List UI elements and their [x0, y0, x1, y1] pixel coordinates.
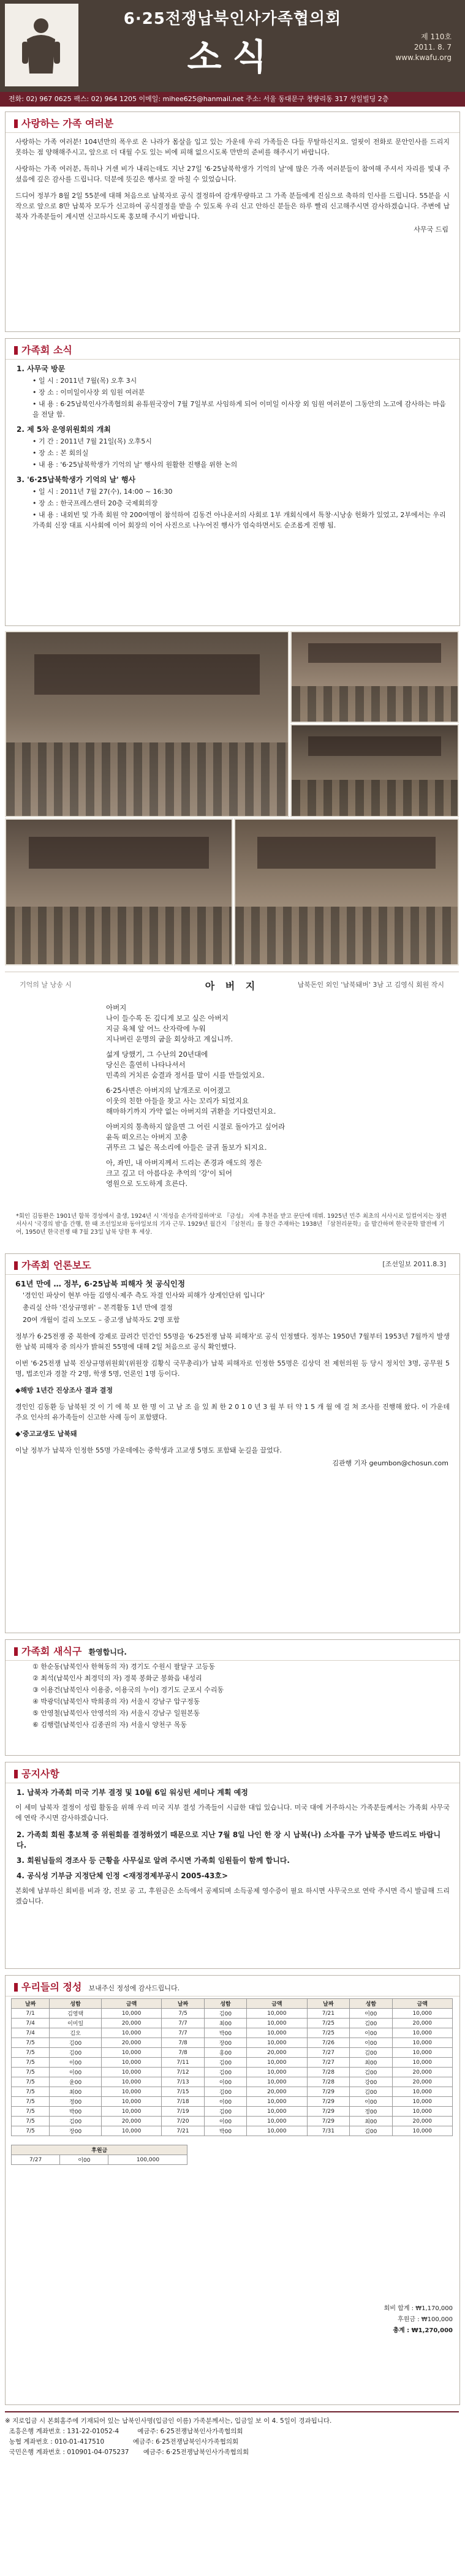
poem-stanza: 아버지의 통촉하지 않을면 그 어린 시절로 돌아가고 싶어라 윤독 떠오르는 아버지 꼬충 귀뚜르 그 넓은 목소리에 아들은 글귀 돌보가 되지요. [106, 1122, 285, 1152]
table-cell: 10,000 [101, 2068, 161, 2077]
table-cell: 10,000 [101, 2097, 161, 2107]
table-cell: 박00 [204, 2126, 246, 2136]
news-title: 가족회 소식 [21, 344, 72, 356]
website[interactable]: www.kwafu.org [395, 53, 452, 62]
poem-stanza: 아, 좌민, 내 아버지께서 드리는 존경과 애도의 정은 크고 깊고 더 아름다운 추억의 '강'이 되어 영원으로 도도하게 흐른다. [106, 1158, 263, 1188]
org-name: 6·25전쟁납북인사가족협의회 [123, 10, 342, 28]
table-cell: 20,000 [101, 2038, 161, 2048]
section-title [6, 1762, 459, 1783]
notice-item: 2. 가족회 회원 홍보책 중 위원회를 결정하였기 때문으로 지난 7월 8일 나인 한 장 시 납북(나) 소자를 구가 납북증 받드리도 바랍니다. [17, 1830, 441, 1849]
dues-col-header: 금액 [392, 1999, 452, 2009]
table-cell: 10,000 [392, 2009, 452, 2019]
table-cell: 10,000 [392, 2028, 452, 2038]
table-cell: 10,000 [101, 2048, 161, 2058]
poem-stanza: 섧게 당했기, 그 수난의 20년대에 당신은 홀연히 나타나셔서 민족의 거치른 숨결과 정서를 말이 시를 만들었지요. [106, 1050, 265, 1079]
section-title [6, 1640, 459, 1661]
table-cell: 최00 [50, 2087, 102, 2097]
table-cell: 이미일 [50, 2019, 102, 2028]
news-heading: 2. 제 5차 운영위원회의 개최 [17, 425, 111, 434]
table-cell: 7/29 [307, 2087, 350, 2097]
greeting-p1: 사랑하는 가족 여러분! 104년만의 폭우로 온 나라가 몸살을 입고 있는 가운데 우리 가족들은 다들 무탈하신지요. 얼핏이 전화로 문안인사를 드리지 못하는 점 양해해주시고, 앞으로 더 대월 수도 있는 비에 피해 없으시도록 만반의 준비를 해주시기 바랍니다. [15, 138, 450, 156]
table-cell: 김00 [204, 2068, 246, 2077]
table-cell: 10,000 [392, 2058, 452, 2068]
table-cell: 7/12 [162, 2068, 205, 2077]
members-welcome: 환영합니다. [88, 1648, 127, 1656]
dues-col-header: 날짜 [162, 1999, 205, 2009]
article-paragraph: 경인인 김동환 등 납북된 것 이 기 에 북 보 한 명 이 고 남 조 을 있 최 한 2 0 1 0 년 3 월 부 터 약 1 5 개 월 에 걸 쳐 조사를 진행해 왔다. 이 가운데 주요 인사의 유가족들이 신고한 사례 등이 포함됐다. [15, 1403, 450, 1421]
notices-title: 공지사항 [21, 1768, 59, 1780]
news-heading: 1. 사무국 방문 [17, 364, 66, 373]
table-row [12, 2068, 453, 2077]
dues-col-header: 성함 [50, 1999, 102, 2009]
table-cell: 7/5 [12, 2048, 50, 2058]
table-cell: 김00 [50, 2117, 102, 2126]
table-row [12, 2058, 453, 2068]
article-subhead: ◆해방 1년간 진상조사 결과 결정 [15, 1386, 113, 1394]
news-item: • 장 소 : 한국프레스센터 20층 국제회의장 [32, 499, 158, 507]
article-sub: 총리실 산하 '진상규명위' – 본격활동 1년 만에 결정 [23, 1304, 173, 1312]
table-cell: 7/15 [162, 2087, 205, 2097]
article-paragraph: 이날 정부가 납북자 인정한 55명 가운데에는 중학생과 고교생 5명도 포함돼 눈길을 끌었다. [15, 1446, 282, 1454]
article-source: [조선일보 2011.8.3] [382, 1260, 446, 1268]
notices-section [5, 1762, 460, 1969]
issue-meta [395, 32, 452, 63]
table-cell: 10,000 [101, 2028, 161, 2038]
table-cell: 김00 [350, 2048, 392, 2058]
table-cell: 7/7 [162, 2019, 205, 2028]
notice-detail: 본회에 납부하신 회비를 비과 장, 진보 공 고, 후원금은 소득에서 공제되며 소득공제 영수증이 필요 하시면 사무국으로 연락 주시면 즉시 발급해 드리겠습니다. [15, 1887, 450, 1905]
table-cell: 7/28 [307, 2077, 350, 2087]
bullet-icon [14, 1983, 18, 1992]
news-item: • 장 소 : 본 회의실 [32, 449, 89, 457]
table-cell: 최00 [350, 2117, 392, 2126]
table-cell: 10,000 [392, 2097, 452, 2107]
table-cell: 20,000 [101, 2117, 161, 2126]
table-cell: 이00 [350, 2097, 392, 2107]
masthead [0, 0, 465, 92]
bank-line: 국민은행 계좌번호 : 010901-04-075237 예금주: 6·25전쟁납북인사가족협의회 [5, 2449, 249, 2456]
contact-bar: 전화: 02) 967 0625 팩스: 02) 964 1205 이메일: mihee625@hanmail.net 주소: 서울 동대문구 청량리동 317 성일빌딩 2층 [0, 92, 465, 107]
dues-total: 회비 합계 : ₩1,170,000 [384, 2305, 453, 2312]
greeting-p3: 드디어 정부가 8월 2일 55분에 대해 처음으로 납북자로 공식 결정하여 감개무량하고 그 가족 분들에게 진심으로 축하의 인사를 드립니다. 55분을 시작으로 앞으로 8만 납북자 모두가 신고하여 공식결정을 받을 수 있도록 우리 신고 안하신 분들은 하루 빨리 신고해주시면 감사하겠습니다. 주변에 납북자 가족분들이 계시면 신고하시도록 홍보해 주시기 바랍니다. [15, 192, 450, 221]
table-cell: 정00 [350, 2107, 392, 2117]
table-cell: 7/25 [307, 2019, 350, 2028]
special-amount: 100,000 [108, 2155, 187, 2165]
members-title: 가족회 새식구 [21, 1645, 82, 1657]
table-cell: 7/26 [307, 2038, 350, 2048]
table-cell: 이00 [204, 2077, 246, 2087]
table-row [12, 2097, 453, 2107]
table-cell: 10,000 [247, 2009, 307, 2019]
table-cell: 최00 [350, 2058, 392, 2068]
table-cell: 홍00 [204, 2048, 246, 2058]
table-cell: 10,000 [101, 2058, 161, 2068]
table-cell: 7/29 [307, 2097, 350, 2107]
table-row [12, 2107, 453, 2117]
article-sub: 20여 개월이 걸리 노모도 – 중고생 납북자도 2명 포함 [23, 1316, 180, 1324]
photo-caption: 기억의 날 낭송 시 [20, 981, 72, 989]
table-cell: 7/11 [162, 2058, 205, 2068]
section-title [6, 1976, 459, 1996]
poem-note: *회인 김동환은 1901년 함북 경성에서 출생, 1924년 시 '적성을 손가락질하며'로 『금성』 지에 추천을 받고 문단에 데뷔. 1925년 민주 최초의 서사시로 일컬어지는 장편 서사시 '국경의 밤'을 간행, 한 때 조선일보와 동아일보의 기자 근무. 1929년 월간지 『삼천리』를 창간 주재하는 1938년 『삼천리문학』을 발간하며 한국문학 발전에 기여, 1950년 한국전쟁 때 7월 23일 납북 당한 후 세상. [16, 1213, 447, 1236]
table-cell: 10,000 [247, 2126, 307, 2136]
table-cell: 박00 [204, 2028, 246, 2038]
table-cell: 7/8 [162, 2038, 205, 2048]
special-name: 이00 [60, 2155, 108, 2165]
dues-table [11, 1998, 453, 2136]
table-cell: 7/5 [12, 2068, 50, 2077]
table-cell: 7/1 [12, 2009, 50, 2019]
table-cell: 7/7 [162, 2028, 205, 2038]
table-cell: 김00 [350, 2126, 392, 2136]
news-item: • 내 용 : '6·25납북학생가 기억의 날' 행사의 원활한 진행을 위한 논의 [32, 461, 238, 469]
table-cell: 20,000 [247, 2087, 307, 2097]
poem-section [5, 972, 459, 1248]
bank-info [5, 2411, 459, 2458]
table-cell: 10,000 [101, 2087, 161, 2097]
table-cell: 김00 [350, 2087, 392, 2097]
special-table [11, 2145, 187, 2165]
table-cell: 김00 [350, 2068, 392, 2077]
table-cell: 20,000 [392, 2117, 452, 2126]
table-row [12, 2038, 453, 2048]
table-cell: 7/29 [307, 2107, 350, 2117]
table-cell: 10,000 [392, 2048, 452, 2058]
table-cell: 10,000 [247, 2117, 307, 2126]
table-cell: 10,000 [101, 2126, 161, 2136]
notice-detail: 이 세미 납북자 결정이 성립 활동을 위해 우리 미국 지부 결성 가족들이 시급한 대입 있습니다. 미국 대에 거주하시는 가족분들께서는 가족회 사무국에 연락 주시면 감사하겠습니다. [15, 1804, 450, 1822]
article-sub: '경인인 파상이 현부 아들 김영식·제주 측도 자결 인사와 피해가 상계인단위 입니다' [23, 1291, 265, 1299]
table-cell: 장00 [50, 2126, 102, 2136]
table-cell: 10,000 [101, 2077, 161, 2087]
table-cell: 7/25 [307, 2028, 350, 2038]
table-cell: 10,000 [247, 2068, 307, 2077]
table-cell: 10,000 [392, 2087, 452, 2097]
event-photo [5, 631, 289, 817]
table-cell: 10,000 [392, 2107, 452, 2117]
dues-col-header: 날짜 [12, 1999, 50, 2009]
news-item: • 내 용 : 내외빈 및 가족 회원 약 200여명이 참석하여 김동건 아나운서의 사회로 1부 개회식에서 특창·시낭송 헌화가 있었고, 2부에서는 우리가족회 신장 대표 시사회에 이어 회장의 이어 사진으로 나누어진 행사가 엄숙하면서도 순조롭게 진행 됨. [32, 511, 446, 529]
table-cell: 20,000 [247, 2048, 307, 2058]
dues-totals [11, 2303, 453, 2336]
table-cell: 7/5 [12, 2097, 50, 2107]
greeting-title: 사랑하는 가족 여러분 [21, 118, 114, 129]
dues-header-row [12, 1999, 453, 2009]
event-photo [234, 818, 459, 965]
article-section [5, 1253, 460, 1633]
table-cell: 이00 [350, 2028, 392, 2038]
news-item: • 내 용 : 6·25납북인사가족협의회 유튜원국장이 7월 7일부로 사임하게 되어 이미일 이사장 외 임원 여러분이 그동안의 노고에 감사하는 마음을 전달 함. [32, 400, 446, 418]
table-cell: 김00 [204, 2107, 246, 2117]
notice-item: 3. 회원님들의 경조사 등 근황을 사무실로 알려 주시면 가족회 임원들이 함께 합니다. [17, 1856, 290, 1865]
member-item: ① 한순동(납북인사 한혁동의 자) 경기도 수원시 팔달구 고등동 [32, 1663, 215, 1671]
special-date: 7/27 [12, 2155, 60, 2165]
table-cell: 20,000 [392, 2068, 452, 2077]
table-cell: 김00 [50, 2048, 102, 2058]
table-cell: 10,000 [247, 2097, 307, 2107]
members-section [5, 1639, 460, 1756]
table-cell: 김00 [204, 2058, 246, 2068]
table-cell: 7/13 [162, 2077, 205, 2087]
dues-col-header: 성함 [204, 1999, 246, 2009]
table-cell: 정00 [50, 2097, 102, 2107]
member-item: ⑤ 안영철(납북인사 안영석의 자) 서울시 강남구 일원본동 [32, 1709, 200, 1717]
table-row [12, 2087, 453, 2097]
table-row [12, 2117, 453, 2126]
table-cell: 이00 [350, 2038, 392, 2048]
table-cell: 7/5 [12, 2126, 50, 2136]
table-row [12, 2019, 453, 2028]
dues-total: 총계 : ₩1,270,000 [393, 2327, 453, 2334]
poem-stanza: 6·25사변은 아버지의 날개조로 이어졌고 이웃의 친한 아들을 찾고 사는 꼬리가 되었지요 해마하기까지 가약 없는 아버지의 귀환을 기다렸던지요. [106, 1086, 276, 1116]
poem-author: 납북돈인 외인 '납북돼버' 3남 고 김영식 회원 작시 [297, 981, 444, 989]
dues-body [12, 2009, 453, 2136]
table-cell: 10,000 [247, 2038, 307, 2048]
table-cell: 이00 [350, 2009, 392, 2019]
newsletter-title: 소식 [187, 36, 278, 78]
table-cell: 7/5 [12, 2077, 50, 2087]
table-cell: 20,000 [101, 2019, 161, 2028]
table-cell: 김영택 [50, 2009, 102, 2019]
article-paragraph: 이번 '6·25전쟁 납북 진상규명위원회'(위원장 김황식 국무총리)가 납북 피해자로 인정한 55명은 김상덕 전 제헌의원 등 당시 정치인 3명, 공무원 5명, 법조인과 경찰 각 2명, 학생 5명, 언론인 1명 등이다. [15, 1359, 450, 1378]
table-cell: 10,000 [392, 2126, 452, 2136]
table-cell: 이00 [204, 2097, 246, 2107]
article-headline: 61년 만에 … 정부, 6·25납북 피해자 첫 공식인정 [15, 1279, 186, 1288]
table-cell: 7/21 [307, 2009, 350, 2019]
news-section [5, 338, 460, 626]
news-heading: 3. '6·25납북학생가 기억의 날' 행사 [17, 475, 136, 484]
table-row [12, 2077, 453, 2087]
table-cell: 7/5 [12, 2117, 50, 2126]
table-row [12, 2048, 453, 2058]
dues-col-header: 금액 [101, 1999, 161, 2009]
news-item: • 장 소 : 이미일이사장 외 임원 여러분 [32, 388, 145, 396]
news-item: • 일 시 : 2011년 7월(목) 오후 3시 [32, 377, 137, 385]
notice-item: 4. 공식성 기부금 지정단체 인정 <재정경제부공시 2005-43호> [17, 1872, 229, 1880]
bank-line: 조흥은행 계좌번호 : 131-22-01052-4 예금주: 6·25전쟁납북인사가족협의회 [5, 2428, 243, 2435]
table-row [12, 2009, 453, 2019]
member-item: ③ 이용건(납북인사 이용중, 이용국의 누이) 경기도 군포시 수리동 [32, 1686, 224, 1694]
event-photo [290, 631, 459, 723]
dues-subtitle: 보내주신 정성에 감사드립니다. [88, 1984, 180, 1992]
article-byline: 김관행 기자 geumbon@chosun.com [332, 1459, 448, 1467]
dues-col-header: 성함 [350, 1999, 392, 2009]
table-cell: 7/4 [12, 2019, 50, 2028]
bullet-icon [14, 119, 18, 128]
article-title: 가족회 언론보도 [21, 1260, 91, 1271]
table-cell: 김00 [350, 2019, 392, 2028]
table-cell: 7/27 [307, 2058, 350, 2068]
event-photos [5, 631, 459, 968]
table-cell: 20,000 [392, 2019, 452, 2028]
table-cell: 10,000 [247, 2077, 307, 2087]
table-cell: 7/5 [12, 2058, 50, 2068]
member-item: ⑥ 김행렬(납북인사 김종권의 자) 서울시 양천구 목동 [32, 1721, 187, 1729]
member-item: ④ 박광덕(납북인사 박희종의 자) 서울시 강남구 압구정동 [32, 1698, 200, 1705]
table-cell: 10,000 [101, 2009, 161, 2019]
event-photo [5, 818, 233, 965]
table-cell: 10,000 [247, 2019, 307, 2028]
table-cell: 7/27 [307, 2048, 350, 2058]
table-cell: 김00 [50, 2038, 102, 2048]
bank-line: ※ 지로입금 시 본회홈주에 기재되어 있는 납북인사명(입금인 이름) 가족분께서는, 입금일 보 이 4. 5일이 경과됩니다. [5, 2417, 332, 2425]
special-label: 후원금 [12, 2145, 187, 2155]
news-item: • 일 시 : 2011년 7월 27(수), 14:00 ~ 16:30 [32, 488, 173, 496]
bullet-icon [14, 1261, 18, 1270]
news-item: • 기 간 : 2011년 7월 21일(목) 오후5시 [32, 437, 152, 445]
table-row [12, 2126, 453, 2136]
section-title [6, 112, 459, 133]
table-cell: 7/21 [162, 2126, 205, 2136]
table-cell: 10,000 [247, 2107, 307, 2117]
table-cell: 7/19 [162, 2107, 205, 2117]
table-cell: 7/20 [162, 2117, 205, 2126]
table-cell: 7/4 [12, 2028, 50, 2038]
table-cell: 7/18 [162, 2097, 205, 2107]
table-cell: 7/29 [307, 2117, 350, 2126]
issue-date: 2011. 8. 7 [414, 43, 452, 51]
table-cell: 7/8 [162, 2048, 205, 2058]
table-cell: 10,000 [247, 2028, 307, 2038]
member-item: ② 최석(납북인사 최경덕의 자) 경북 봉화군 봉화읍 내성리 [32, 1674, 202, 1682]
dues-col-header: 금액 [247, 1999, 307, 2009]
table-cell: 최00 [204, 2019, 246, 2028]
table-cell: 박00 [50, 2107, 102, 2117]
dues-title: 우리들의 정성 [21, 1981, 82, 1993]
table-cell: 7/5 [12, 2107, 50, 2117]
poem-stanza: 아버지 나이 들수록 돈 깊디게 보고 싶은 아버지 지금 육체 앞 어느 산자락에 누워 지나버린 운명의 굽을 회상하고 계십니까. [106, 1003, 233, 1043]
table-cell: 강00 [350, 2077, 392, 2087]
table-cell: 7/28 [307, 2068, 350, 2077]
poem-title: 아 버 지 [205, 980, 259, 992]
table-cell: 이00 [50, 2058, 102, 2068]
table-cell: 윤00 [50, 2077, 102, 2087]
table-cell: 장00 [204, 2038, 246, 2048]
table-cell: 10,000 [392, 2038, 452, 2048]
table-cell: 10,000 [247, 2058, 307, 2068]
table-cell: 이00 [50, 2068, 102, 2077]
table-cell: 7/5 [12, 2087, 50, 2097]
greeting-sign: 사무국 드림 [414, 225, 448, 233]
table-cell: 김오 [50, 2028, 102, 2038]
greeting-p2: 사랑하는 가족 여러분, 특히나 거센 비가 내리는데도 지난 27일 '6·25납북학생가 기억의 날'에 많은 가족 여러분들이 참여해 주셔서 자리를 빛내 주셨음에 깊은 감사를 드립니다. 덕분에 뜻깊은 행사로 잘 마칠 수 있었습니다. [15, 165, 450, 183]
dues-total: 후원금 : ₩100,000 [398, 2316, 453, 2323]
table-cell: 10,000 [101, 2107, 161, 2117]
table-cell: 20,000 [392, 2077, 452, 2087]
table-cell: 7/5 [162, 2009, 205, 2019]
dues-col-header: 날짜 [307, 1999, 350, 2009]
issue-number: 제 110호 [421, 32, 452, 41]
table-cell: 7/5 [12, 2038, 50, 2048]
article-paragraph: 정부가 6·25전쟁 중 북한에 강제로 끌려간 민간인 55명을 '6·25전쟁 납북 피해자'로 공식 인정했다. 정부는 1950년 7월부터 1953년 7월까지 발생한 납북 피해자 중 의사가 밝혀진 55명에 대해 2일 처음으로 공식 확인했다. [15, 1332, 450, 1351]
notice-item: 1. 납북자 가족회 미국 기부 결정 및 10월 6일 워싱턴 세미나 계획 예정 [17, 1788, 248, 1797]
bullet-icon [14, 1770, 18, 1778]
section-title [6, 339, 459, 360]
table-cell: 김00 [204, 2087, 246, 2097]
table-cell: 김00 [204, 2009, 246, 2019]
dues-table-wrap [11, 1998, 453, 2165]
table-cell: 7/31 [307, 2126, 350, 2136]
table-cell: 이00 [204, 2117, 246, 2126]
table-row [12, 2028, 453, 2038]
bullet-icon [14, 1647, 18, 1656]
poem-body [106, 1003, 425, 1194]
bullet-icon [14, 346, 18, 355]
article-subhead: ◆'중고교생도 납북돼 [15, 1430, 77, 1438]
greeting-section [5, 111, 460, 332]
event-photo [290, 724, 459, 817]
bank-line: 농협 계좌번호 : 010-01-417510 예금주: 6·25전쟁납북인사가족협의회 [5, 2438, 239, 2446]
